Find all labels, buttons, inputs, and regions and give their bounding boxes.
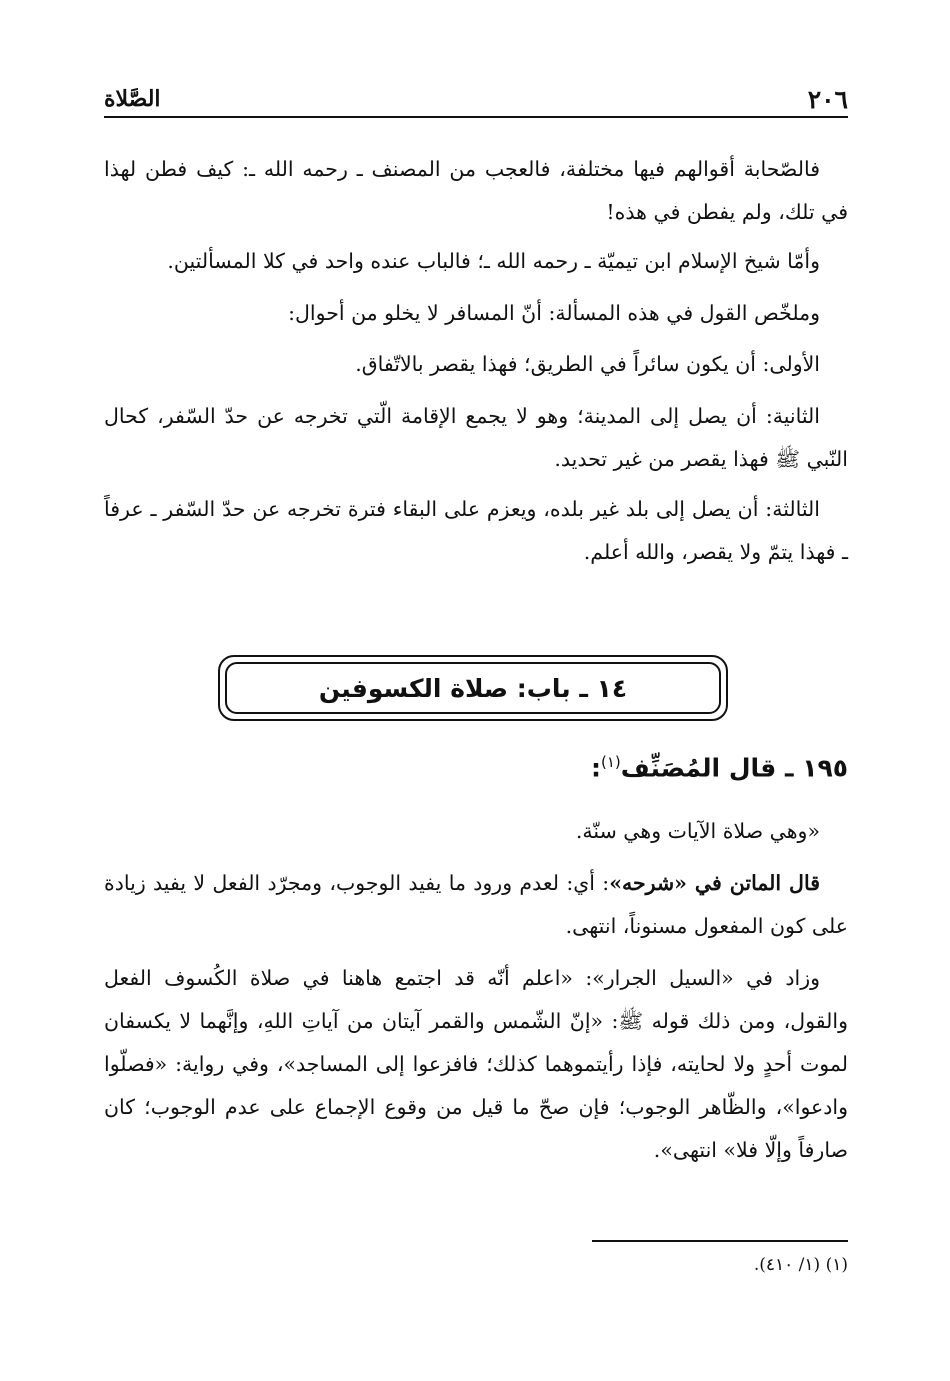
paragraph: وملخّص القول في هذه المسألة: أنّ المسافر لا يخلو من أحوال: <box>288 301 820 325</box>
footnote-divider <box>592 1240 848 1242</box>
paragraph: وأمّا شيخ الإسلام ابن تيميّة ـ رحمه الله ـ؛ فالباب عنده واحد في كلا المسألتين. <box>167 249 820 273</box>
sayl-paragraph: وزاد في «السيل الجرار»: «اعلم أنّه قد اجتمع هاهنا في صلاة الكُسوف الفعل والقول، ومن ذلك قوله ﷺ: «إنّ الشّمس والقمر آيتان من آياتِ اللهِ، وإنَّهما لا يكسفان لموت أحدٍ ولا لحايته، فإذا رأيتموهما كذلك؛ فافزعوا إلى المساجد»، وفي رواية: «فصلّوا وادعوا»، والظّاهر الوجوب؛ فإن صحّ ما قيل من وقوع الإجماع على عدم الوجوب؛ كان صارفاً وإلّا فلا» انتهى». <box>104 966 848 1162</box>
paragraph: الأولى: أن يكون سائراً في الطريق؛ فهذا يقصر بالاتّفاق. <box>355 352 820 376</box>
sharh-rest: : أي: لعدم ورود ما يفيد الوجوب، ومجرّد الفعل لا يفيد زيادة على كون المفعول مسنوناً، انتهى. <box>104 871 848 938</box>
section-heading-colon: : <box>591 753 601 783</box>
chapter-title-frame <box>218 655 728 721</box>
chapter-title-inner-frame <box>225 662 721 714</box>
paragraph: فالصّحابة أقوالهم فيها مختلفة، فالعجب من المصنف ـ رحمه الله ـ: كيف فطن لهذا في تلك، ولم يفطن في هذه! <box>104 157 848 224</box>
section-heading-text: ١٩٥ ـ قال المُصَنِّف <box>620 753 848 783</box>
running-title: الصَّلاة <box>104 86 161 112</box>
page-header <box>104 82 848 118</box>
sharh-lead: قال الماتن في «شرحه» <box>609 871 820 895</box>
section-heading <box>104 742 848 788</box>
sharh-paragraph <box>104 862 848 948</box>
chapter-title: ١٤ ـ باب: صلاة الكسوفين <box>318 673 628 703</box>
body-text-lower <box>104 810 848 1172</box>
paragraph: الثانية: أن يصل إلى المدينة؛ وهو لا يجمع الإقامة الّتي تخرجه عن حدّ السّفر، كحال النّبي ﷺ فهذا يقصر من غير تحديد. <box>104 404 848 471</box>
footnote-reference: (١) <box>601 753 621 771</box>
footnote: (١) (١/ ٤١٠). <box>753 1255 848 1275</box>
paragraph: الثالثة: أن يصل إلى بلد غير بلده، ويعزم على البقاء فترة تخرجه عن حدّ السّفر ـ عرفاً ـ فهذا يتمّ ولا يقصر، والله أعلم. <box>104 497 848 564</box>
page-number: ٢٠٦ <box>807 85 848 114</box>
quote-paragraph: «وهي صلاة الآيات وهي سنّة. <box>575 819 820 843</box>
body-text-upper <box>104 148 848 580</box>
